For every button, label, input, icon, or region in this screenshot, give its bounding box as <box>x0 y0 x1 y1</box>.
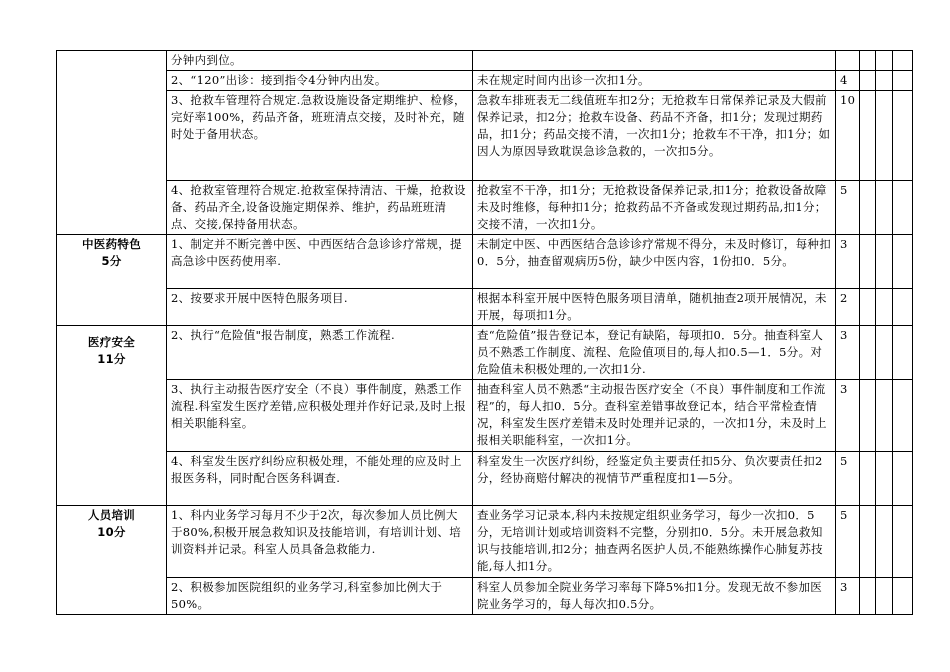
blank-cell <box>876 578 893 615</box>
blank-cell <box>893 235 913 289</box>
table-row <box>57 452 913 506</box>
standard-cell: 1、制定并不断完善中医、中西医结合急诊诊疗常规，提高急诊中医药使用率. <box>167 235 473 289</box>
table-row <box>57 51 913 71</box>
deduction-cell <box>473 51 836 71</box>
blank-cell <box>876 289 893 326</box>
table-row <box>57 181 913 235</box>
category-name: 人员培训 <box>87 508 136 522</box>
blank-cell <box>876 71 893 91</box>
score-cell: 4 <box>836 71 860 91</box>
blank-cell <box>860 181 876 235</box>
score-cell: 5 <box>836 506 860 578</box>
blank-cell <box>860 506 876 578</box>
standard-cell: 2、“120”出诊：接到指令4分钟内出发。 <box>167 71 473 91</box>
standard-cell: 4、抢救室管理符合规定.抢救室保持清洁、干燥，抢救设备、药品齐全,设备设施定期保养、维护，药品班班清点、交接,保持备用状态。 <box>167 181 473 235</box>
table-row <box>57 71 913 91</box>
score-cell: 3 <box>836 326 860 380</box>
deduction-cell: 根据本科室开展中医特色服务项目清单，随机抽查2项开展情况，未开展，每项扣1分。 <box>473 289 836 326</box>
standard-cell: 2、积极参加医院组织的业务学习,科室参加比例大于50%。 <box>167 578 473 615</box>
deduction-cell: 抢救室不干净，扣1分；无抢救设备保养记录,扣1分；抢救设备故障未及时维修，每种扣1分；抢救药品不齐备或发现过期药品,扣1分；交接不清，一次扣1分。 <box>473 181 836 235</box>
blank-cell <box>860 452 876 506</box>
score-cell <box>836 51 860 71</box>
deduction-cell: 抽查科室人员不熟悉“主动报告医疗安全（不良）事件制度和工作流程”的，每人扣0．5分。查科室差错事故登记本，结合平常检查情况，科室发生医疗差错未及时处理并记录的，一次扣1分，未及时上报相关职能科室，一次扣1分。 <box>473 380 836 452</box>
blank-cell <box>876 506 893 578</box>
blank-cell <box>893 71 913 91</box>
deduction-cell: 急救车排班表无二线值班车扣2分；无抢救车日常保养记录及大假前保养记录，扣2分；抢救车设备、药品不齐备，扣1分；发现过期药品，扣1分；药品交接不清，一次扣1分；抢救车不干净，扣1分；如因人为原因导致耽误急诊急救的，一次扣5分。 <box>473 91 836 181</box>
category-name: 医疗安全 <box>87 335 136 349</box>
blank-cell <box>893 326 913 380</box>
deduction-cell: 查“危险值”报告登记本，登记有缺陷，每项扣0．5分。抽查科室人员不熟悉工作制度、流程、危险值项目的,每人扣0.5—1．5分。对危险值未积极处理的,一次扣1分. <box>473 326 836 380</box>
deduction-cell: 科室发生一次医疗纠纷，经鉴定负主要责任扣5分、负次要责任扣2分，经协商赔付解决的视情节严重程度扣1—5分。 <box>473 452 836 506</box>
scoring-table <box>56 50 913 615</box>
standard-cell: 3、执行主动报告医疗安全（不良）事件制度，熟悉工作流程.科室发生医疗差错,应积极处理并作好记录,及时上报相关职能科室。 <box>167 380 473 452</box>
standard-cell: 3、抢救车管理符合规定.急救设施设备定期维护、检修，完好率100%，药品齐备，班班清点交接，及时补充，随时处于备用状态。 <box>167 91 473 181</box>
standard-cell: 2、按要求开展中医特色服务项目. <box>167 289 473 326</box>
blank-cell <box>860 51 876 71</box>
table-row <box>57 506 913 578</box>
score-cell: 3 <box>836 380 860 452</box>
standard-cell: 2、执行“危险值"报告制度，熟悉工作流程. <box>167 326 473 380</box>
standard-cell: 分钟内到位。 <box>167 51 473 71</box>
blank-cell <box>860 380 876 452</box>
score-cell: 5 <box>836 181 860 235</box>
blank-cell <box>893 289 913 326</box>
score-cell: 10 <box>836 91 860 181</box>
deduction-cell: 科室人员参加全院业务学习率每下降5%扣1分。发现无故不参加医院业务学习的，每人每次扣0.5分。 <box>473 578 836 615</box>
table-row <box>57 380 913 452</box>
blank-cell <box>860 578 876 615</box>
blank-cell <box>893 506 913 578</box>
blank-cell <box>876 380 893 452</box>
deduction-cell: 未在规定时间内出诊一次扣1分。 <box>473 71 836 91</box>
blank-cell <box>876 452 893 506</box>
blank-cell <box>876 91 893 181</box>
blank-cell <box>876 51 893 71</box>
blank-cell <box>860 235 876 289</box>
blank-cell <box>860 91 876 181</box>
blank-cell <box>876 326 893 380</box>
blank-cell <box>876 235 893 289</box>
blank-cell <box>876 181 893 235</box>
category-cell <box>57 506 167 615</box>
category-score: 10分 <box>97 525 126 539</box>
blank-cell <box>860 289 876 326</box>
table-row <box>57 326 913 380</box>
standard-cell: 4、科室发生医疗纠纷应积极处理，不能处理的应及时上报医务科，同时配合医务科调查. <box>167 452 473 506</box>
blank-cell <box>893 452 913 506</box>
blank-cell <box>893 51 913 71</box>
table-row <box>57 289 913 326</box>
score-cell: 3 <box>836 578 860 615</box>
table-row <box>57 578 913 615</box>
category-cell <box>57 235 167 326</box>
deduction-cell: 未制定中医、中西医结合急诊诊疗常规不得分，未及时修订，每种扣0．5分，抽查留观病历5份，缺少中医内容，1份扣0．5分。 <box>473 235 836 289</box>
category-cell <box>57 326 167 506</box>
blank-cell <box>860 71 876 91</box>
table-row <box>57 235 913 289</box>
blank-cell <box>893 91 913 181</box>
blank-cell <box>860 326 876 380</box>
score-cell: 2 <box>836 289 860 326</box>
blank-cell <box>893 380 913 452</box>
blank-cell <box>893 181 913 235</box>
category-name: 中医药特色 <box>82 237 141 251</box>
category-cell <box>57 51 167 235</box>
blank-cell <box>893 578 913 615</box>
deduction-cell: 查业务学习记录本,科内未按规定组织业务学习，每少一次扣0．5分，无培训计划或培训资料不完整，分别扣0．5分。未开展急救知识与技能培训,扣2分；抽查两名医护人员,不能熟练操作心肺复苏技能,每人扣1分。 <box>473 506 836 578</box>
table-row <box>57 91 913 181</box>
category-score: 11分 <box>97 352 126 366</box>
category-score: 5分 <box>101 254 122 268</box>
score-cell: 5 <box>836 452 860 506</box>
standard-cell: 1、科内业务学习每月不少于2次，每次参加人员比例大于80%,积极开展急救知识及技能培训，有培训计划、培训资料并记录。科室人员具备急救能力. <box>167 506 473 578</box>
score-cell: 3 <box>836 235 860 289</box>
